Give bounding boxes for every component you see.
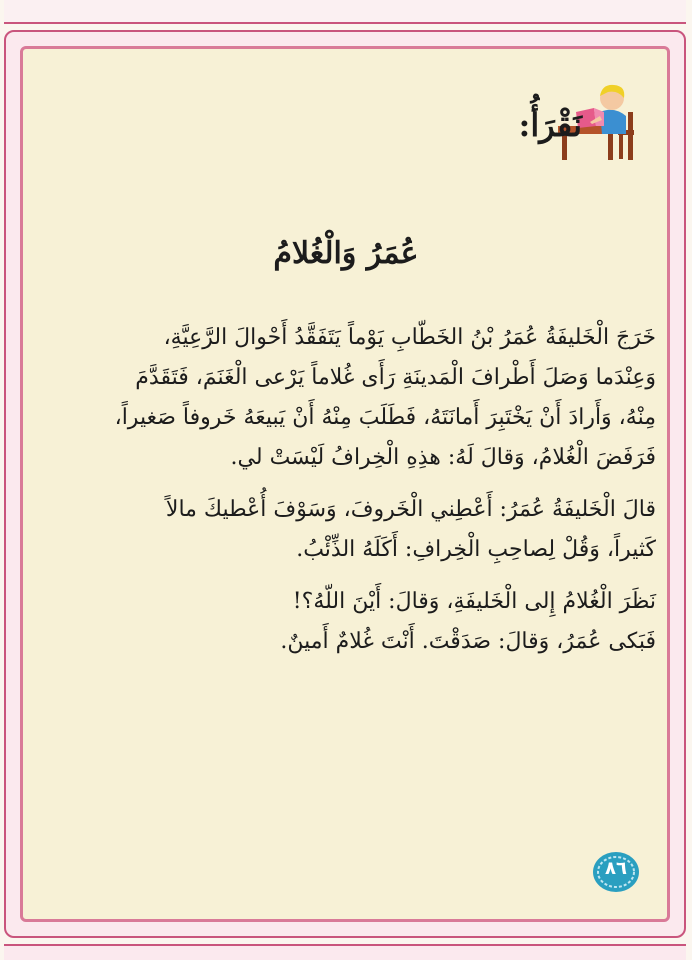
text-line: فَرَفَضَ الْغُلامُ، وَقالَ لَهُ: هذِهِ الْخِرافُ لَيْسَتْ لي. [230, 445, 656, 470]
paragraph [36, 582, 656, 622]
previous-page-edge [4, 0, 686, 24]
lesson-title: عُمَرُ وَالْغُلامُ [273, 236, 419, 271]
paragraph [36, 622, 656, 662]
paragraph [36, 490, 656, 570]
page-number: ٨٦ [605, 858, 627, 879]
paragraph [36, 318, 656, 478]
next-page-edge [4, 944, 686, 960]
text-line: قالَ الْخَليفَةُ عُمَرُ: أَعْطِني الْخَروفَ، وَسَوْفَ أُعْطيكَ مالاً [165, 497, 656, 522]
lesson-text [36, 318, 656, 662]
text-line: مِنْهُ، وَأَرادَ أَنْ يَخْتَبِرَ أَمانَتَهُ، فَطَلَبَ مِنْهُ أَنْ يَبيعَهُ خَروفاً صَغيراً، [114, 405, 656, 430]
section-label: نَقْرَأُ: [518, 106, 582, 144]
text-line: كَثيراً، وَقُلْ لِصاحِبِ الْخِرافِ: أَكَلَهُ الذِّئْبُ. [296, 537, 656, 562]
text-line: خَرَجَ الْخَليفَةُ عُمَرُ بْنُ الخَطّابِ يَوْماً يَتَفَقَّدُ أَحْوالَ الرَّعِيَّةِ، [163, 325, 656, 350]
text-line: وَعِنْدَما وَصَلَ أَطْرافَ الْمَدينَةِ رَأَى غُلاماً يَرْعى الْغَنَمَ، فَتَقَدَّمَ [135, 365, 656, 390]
text-line: فَبَكى عُمَرُ، وَقالَ: صَدَقْتَ. أَنْتَ غُلامٌ أَمينٌ. [280, 629, 656, 654]
text-line: نَظَرَ الْغُلامُ إِلى الْخَليفَةِ، وَقالَ: أَيْنَ اللّهُ؟! [292, 589, 656, 614]
